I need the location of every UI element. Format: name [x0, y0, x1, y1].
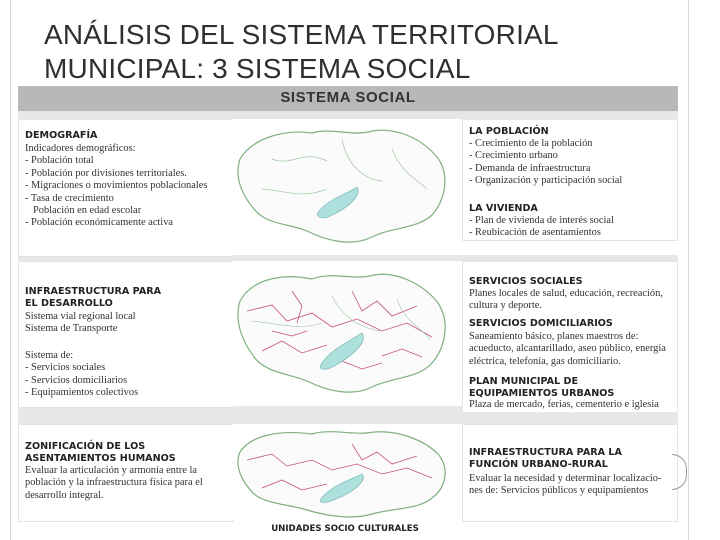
list-item: Planes locales de salud, educación, recreación, — [469, 288, 663, 299]
list-item: - Organización y participación social — [469, 175, 623, 187]
municipality-map — [232, 424, 458, 520]
map-infraestructura — [232, 261, 458, 406]
vivienda-list — [469, 215, 673, 240]
list-item: eléctrica, telefonía, gas domiciliario. — [469, 355, 621, 367]
zonificacion-heading — [25, 441, 229, 464]
heading-line: FUNCIÓN URBANO-RURAL — [469, 458, 608, 470]
poblacion-heading: LA POBLACIÓN — [469, 126, 549, 137]
list-item: - Población por divisiones territoriales. — [25, 167, 187, 179]
heading-line: ZONIFICACIÓN DE LOS — [25, 441, 146, 452]
poblacion-list — [469, 138, 673, 188]
list-item: - Población total — [25, 155, 94, 167]
infraestructura-list-1 — [25, 311, 229, 336]
list-item: Evaluar la articulación y armonía entre la — [25, 465, 197, 476]
demografia-panel — [18, 119, 234, 257]
poblacion-panel — [462, 119, 678, 241]
list-item: Sistema de: — [25, 350, 74, 361]
equipamientos-heading — [469, 376, 673, 399]
servicios-sociales-list — [469, 288, 673, 313]
list-item: - Población económicamente activa — [25, 217, 174, 229]
heading-line: ASENTAMIENTOS HUMANOS — [25, 452, 176, 464]
list-item: Sistema de Transporte — [25, 323, 118, 335]
zonificacion-panel — [18, 424, 234, 522]
demografia-list — [25, 143, 229, 230]
servicios-domiciliarios-heading: SERVICIOS DOMICILIARIOS — [469, 318, 613, 329]
map-demografia — [232, 119, 458, 255]
heading-line: PLAN MUNICIPAL DE — [469, 376, 579, 387]
list-item: - Reubicación de asentamientos — [469, 227, 601, 239]
list-item: población y la infraestructura física para el — [25, 477, 203, 489]
list-item: - Crecimiento urbano — [469, 150, 558, 162]
municipality-map — [232, 119, 458, 255]
heading-line: INFRAESTRUCTURA PARA — [25, 286, 162, 297]
banner-title: SISTEMA SOCIAL — [280, 89, 416, 106]
slide-title-line1: ANÁLISIS DEL SISTEMA TERRITORIAL — [44, 19, 559, 50]
list-item: acueducto, alcantarillado, aseo público, energía — [469, 343, 666, 355]
infraestructura-heading — [25, 286, 229, 309]
zonificacion-list — [25, 465, 229, 502]
heading-line: EQUIPAMIENTOS URBANOS — [469, 387, 615, 399]
heading-line: EL DESARROLLO — [25, 297, 113, 309]
infraestructura-panel — [18, 261, 234, 408]
list-item: - Plan de vivienda de interés social — [469, 215, 614, 226]
list-item: - Tasa de crecimiento — [25, 192, 114, 204]
slide-title — [44, 18, 664, 86]
servicios-domiciliarios-list — [469, 331, 673, 368]
list-item: cultura y deporte. — [469, 300, 542, 312]
right-frame-line — [688, 0, 689, 540]
list-item: - Migraciones o movimientos poblacionales — [25, 180, 208, 192]
list-item: - Servicios domiciliarios — [25, 374, 128, 386]
left-frame-line — [10, 0, 11, 540]
list-item: Población en edad escolar — [33, 205, 142, 217]
list-item: - Demanda de infraestructura — [469, 162, 591, 174]
equipamientos-list — [469, 399, 673, 411]
list-item: Evaluar la necesidad y determinar localizacio- — [469, 473, 662, 484]
list-item: Saneamiento básico, planes maestros de: — [469, 331, 639, 342]
infraestructura-list-2 — [25, 350, 229, 400]
section-banner — [18, 86, 678, 111]
map-zonificacion — [232, 424, 458, 520]
funcion-urbano-rural-heading — [469, 447, 673, 470]
demografia-heading: DEMOGRAFÍA — [25, 130, 98, 141]
municipality-map — [232, 261, 458, 406]
list-item: Sistema vial regional local — [25, 311, 136, 322]
decorative-arc — [672, 454, 687, 490]
list-item: - Crecimiento de la población — [469, 138, 593, 149]
slide-title-line2: MUNICIPAL: 3 SISTEMA SOCIAL — [44, 53, 471, 84]
list-item: nes de: Servicios públicos y equipamientos — [469, 485, 649, 497]
vivienda-heading: LA VIVIENDA — [469, 203, 538, 214]
row-divider — [18, 111, 678, 119]
list-item: desarrollo integral. — [25, 489, 104, 501]
heading-line: INFRAESTRUCTURA PARA LA — [469, 447, 622, 458]
list-item: - Servicios sociales — [25, 362, 106, 374]
funcion-urbano-rural-list — [469, 473, 673, 498]
list-item: Indicadores demográficos: — [25, 143, 136, 154]
servicios-panel — [462, 261, 678, 412]
funcion-urbano-rural-panel — [462, 424, 678, 522]
servicios-sociales-heading: SERVICIOS SOCIALES — [469, 276, 583, 287]
list-item: Plaza de mercado, ferias, cementerio e iglesia — [469, 399, 659, 410]
list-item: - Equipamientos colectivos — [25, 387, 139, 399]
map-footer-label: UNIDADES SOCIO CULTURALES — [271, 524, 419, 534]
